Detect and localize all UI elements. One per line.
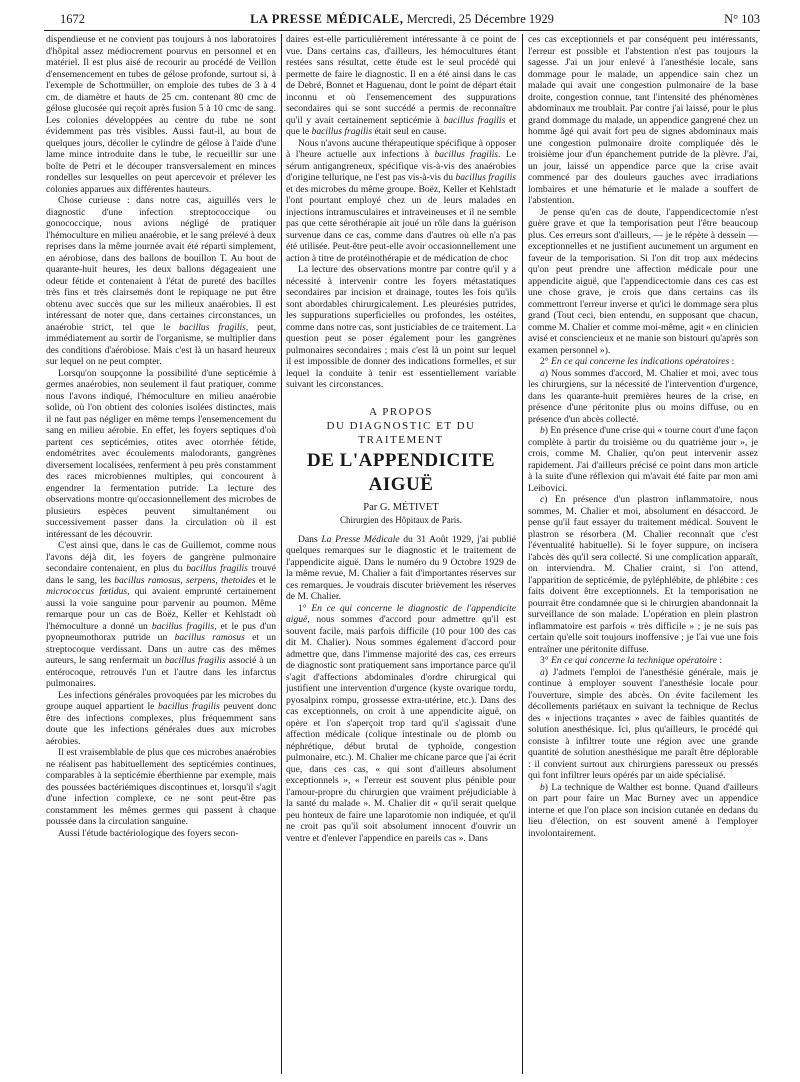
author-affiliation: Chirurgien des Hôpitaux de Paris. [339, 514, 463, 525]
text-run: , et le pus d'un pyopneumothorax putride un [46, 620, 276, 643]
paragraph [286, 34, 516, 138]
issue-date: Mercredi, 25 Décembre 1929 [403, 12, 554, 26]
text-run: ) J'admets l'emploi de l'anesthésie générale, mais je continue à employer souvent l'anesthésie locale pour l'ouverture, simple des abcès. On évite facilement les décollements pariétaux en suivant la technique de Reclus des « injections traçantes » avec de faibles quantités de solution anesthésique. Ici, plus qu'ailleurs, le procédé qui consiste à infiltrer toute une région avec une grande quantité de solution anesthésique me paraît être déplorable : il convient surtout aux chirurgiens paresseux ou pressés qui font infiltrer leurs opérés par un aide spécialisé. [528, 666, 758, 781]
list-letter: a [540, 666, 545, 678]
article-kicker: DU DIAGNOSTIC ET DU TRAITEMENT [326, 419, 476, 446]
text-run: : [716, 655, 723, 666]
text-run: ) En présence d'une crise qui « tourne court d'une façon complète à partir du troisième ou du quatrième jour », je crois, comme M. Chalier, qu'on peut intervenir assez rapidement. J'ai d'ailleurs précisé ce point dans mon article à la suite d'une réflexion qui m'avait été faite par mon ami Leibovici. [528, 425, 758, 494]
list-letter: b [540, 425, 545, 436]
text-run: Nous n'avons aucune thérapeutique spécifique à opposer à l'heure actuelle aux infections à [286, 137, 516, 160]
paragraph [528, 782, 758, 840]
paragraph: Lorsqu'on soupçonne la possibilité d'une septicémie à germes anaérobies, non seulement il faut pratiquer, comme nous l'avons indiqué, l'hémoculture en milieu anaérobie solide, où l'on obtient des colonies isolées distinctes, mais il ne faut pas négliger en même temps l'ensemencement du sang en milieu aérobie. En effet, les foyers septiques d'où partent ces septicémies, otites avec otorrhée fétide, endométrites avec écoulements malodorants, gangrènes diversement localisées, renferment à peu près constamment des races microbiennes multiples, qui concourent à engendrer la fermentation putride. La lecture des observations montre qu'occasionnellement des microbes de plusieurs espèces peuvent simultanément ou successivement passer dans la circulation où il est intéressant de les découvrir. [46, 367, 276, 540]
italic-term: En ce qui concerne la technique opératoire [551, 655, 717, 666]
paragraph [286, 138, 516, 265]
italic-term: bacillus fragilis [455, 172, 516, 183]
italic-term: bacillus fragilis [443, 114, 506, 126]
paragraph [528, 368, 758, 426]
text-run: Chose curieuse : dans notre cas, aiguillés vers le diagnostic d'une infection streptococcique ou gonococcique, nous avions négligé de pratiquer l'hémoculture en milieu anaérobie, et le sang prélevé à deux reprises dans la même journée avait été réparti simplement, en aérobiose, dans des ballons de bouillon T. Au bout de quarante-huit heures, les deux ballons dégageaient une odeur fétide et contenaient à l'état de pureté des bacilles très fins et très clairsemés dont le repiquage ne put être obtenu avec succès que sur les milieux anaérobies. Il est intéressant de noter que, dans certaines circonstances, un anaérobie strict, tel que le [46, 195, 276, 333]
text-run: était seul en cause. [372, 126, 447, 137]
article-kicker: A PROPOS [369, 405, 433, 418]
column-3 [528, 34, 758, 1074]
paragraph [286, 603, 516, 845]
italic-term: bacillus fragilis [311, 126, 373, 137]
paragraph [286, 534, 516, 603]
text-run: Les infections générales provoquées par les microbes du groupe auquel appartient le [46, 689, 276, 712]
column-divider [281, 34, 282, 1074]
text-run: C'est ainsi que, dans le cas de Guillemot, comme nous l'avons déjà dit, les foyers de gangrène pulmonaire secondaire contenaient, en plus du [46, 540, 276, 574]
paragraph: Aussi l'étude bactériologique des foyers secon- [58, 827, 239, 839]
text-run: Dans [298, 533, 322, 545]
page-number: 1672 [60, 12, 85, 26]
list-letter: c [540, 494, 545, 505]
paragraph: La lecture des observations montre par contre qu'il y a nécessité à intervenir contre les foyers métastatiques secondaires par incision et drainage, toutes les fois qu'ils sont abordables chirurgicalement. Les pleurésies putrides, les suppurations superficielles ou profondes, les ostéites, comme dans notre cas, sont justiciables de ce traitement. La question peut se poser également pour les gangrènes pulmonaires secondaires ; mais c'est là un point sur lequel il est impossible de donner des indications formelles, et sur lequel la conduite à tenir est essentiellement variable suivant les circonstances. [286, 264, 516, 390]
article-author: Par G. MÉTIVET [363, 501, 439, 513]
italic-term: bacillus fragilis [158, 701, 220, 712]
italic-term: La Presse Médicale [321, 533, 400, 545]
paragraph [46, 540, 276, 690]
italic-term: bacillus fragilis [434, 149, 499, 160]
text-run: ) La technique de Walther est bonne. Quand d'ailleurs on part pour faire un Mac Burney avec un appendice interne et que l'on place son incision cutanée en dedans du lieu d'élection, on est souvent amené à l'employer involontairement. [528, 781, 758, 839]
page-header [44, 10, 760, 31]
text-run: et des microbes du même groupe. Boëz, Keller et Kehlstadt l'ont pourtant employé chez un de leurs malades en injections intramusculaires et intraveineuses et il ne semble pas que cette sérothérapie ait joué un rôle dans la guérison survenue dans ce cas, comme dans d'autres où elle n'a pas été utilisée. Peut-être peut-elle avoir occasionnellement une action à titre de protéinothérapie et de médication de choc [286, 183, 516, 264]
italic-term: En ce qui concerne le diagnostic de l'appendicite aiguë [286, 602, 516, 625]
text-run: et que le [286, 114, 516, 137]
text-run: et le [255, 574, 276, 586]
italic-term: bacillus ramosus [174, 632, 245, 643]
paragraph [46, 690, 276, 748]
italic-term: micrococcus fœtidus [46, 586, 128, 597]
italic-term: bacillus fragilis [151, 620, 215, 632]
text-run: , peut, immédiatement au sortir de l'organisme, se multiplier dans des conditions d'aérobiose. Mais c'est là un hasard heureux sur lequel on ne peut compter. [46, 321, 276, 367]
text-run: peuvent donc être des infections complexes, plus fréquemment sans doute que les infections générales dues aux microbes aérobies. [46, 701, 276, 747]
paragraph [528, 356, 758, 368]
paragraph: ces cas exceptionnels et par conséquent peu intéressants, l'erreur est possible et l'abstention n'est pas toujours la sagesse. J'ai un jour enlevé à l'anesthésie locale, sans dommage pour le malade, un appendice sain chez un malade qui avait une congestion pulmonaire de la base droite, congestion connue, tant l'intensité des phénomènes abdominaux me troublait. Par contre j'ai laissé, pour le plus grand dommage du malade, un appendice gangrené chez un homme âgé qui avait fort peu de signes abdominaux mais une congestion pulmonaire droite compliquée dès le troisième jour d'un épanchement putride de la plèvre. J'ai, un jour, laissé un appendice parce que la crise avait commencé par des douleurs gauches avec irradiations lombaires et une hématurie et le malade a souffert de l'abstention. [528, 34, 758, 206]
text-run: et un streptocoque verdissant. Dans un autre cas des mêmes auteurs, le sang renfermait un [46, 632, 276, 666]
column-1 [46, 34, 276, 1074]
text-run: , nous sommes d'accord pour admettre qu'il est souvent facile, mais parfois difficile (10 pour 100 des cas dit M. Chalier). Nous sommes également d'accord pour admettre que, dans l'immense majorité des cas, ces erreurs de diagnostic sont pratiquement sans importance parce qu'il s'agit d'affections abdominales d'ordre chirurgical qui justifient une intervention d'urgence (kyste ovarique tordu, pyosalpinx rompu, grossesse extra-utérine, etc.). Dans des cas exceptionnels, on croit à une appendicite aiguë, on opère et l'on s'aperçoit trop tard qu'il s'agissait d'une affection médicale (colique intestinale ou de plomb ou néphrétique, début brutal de typhoïde, congestion pulmonaire, etc.). M. Chalier me chicane parce que j'ai écrit que, dans ces cas, « qui sont d'ailleurs absolument exceptionnels », « l'erreur est souvent plus pénible pour l'amour-propre du chirurgien que vraiment préjudiciable à la santé du malade ». M. Chalier dit « qu'il serait quelque peu honteux de faire une laparotomie non indiquée, et qu'il ne croit pas qu'il soit absolument innocent d'ouvrir un ventre et d'enlever l'appendice en pareils cas ». Dans [286, 614, 516, 844]
text-run: , qui avaient emprunté certainement aussi la voie sanguine pour parvenir au poumon. Même remarque pour un cas de Boëz, Keller et Kehlstadt où l'hémoculture a donné un [46, 586, 276, 632]
paragraph [528, 425, 758, 494]
text-run: associé à un entérocoque, retrouvés l'un et l'autre dans les infarctus pulmonaires. [46, 655, 276, 689]
text-run: du 31 Août 1929, j'ai publié quelques remarques sur le diagnostic et le traitement de l'appendicite aiguë. Dans le numéro du 9 Octobre 1929 de la même revue, M. Chalier a fait d'importantes réserves sur ces remarques. Je voudrais discuter brièvement les réserves de M. Chalier. [286, 533, 516, 602]
paragraph: Je pense qu'en cas de doute, l'appendicectomie n'est guère grave et que la temporisation peut l'être beaucoup plus. Ces erreurs sont d'ailleurs, — je le répète à dessein — exceptionnelles et ne justifient aucunement un argument en faveur de la temporisation. Si l'on dit trop aux médecins qu'on peut prendre une affection médicale pour une appendicite aiguë, que l'appendicectomie dans ces cas est une chose grave, je crois que dans certains cas ils commettront l'erreur inverse et qu'ici le dommage sera plus grand (Tout ceci, bien entendu, en supposant que chacun, comme M. Chalier et comme moi-même, agit « en clinicien avisé et consciencieux et ne manie son bistouri qu'après son examen personnel »). [528, 206, 758, 356]
text-run: 2° [540, 356, 552, 367]
italic-term: bacillus fragilis [179, 321, 246, 333]
paragraph: dispendieuse et ne convient pas toujours à nos laboratoires d'hôpital assez médiocrement pourvus en personnel et en matériel. Il est plus aisé de recourir au procédé de Veillon d'ensemencement en tubes de gélose profonde, surtout si, à l'exemple de Schottmüller, on emploie des tubes de 3 à 4 cm. de diamètre et hauts de 25 cm. contenant 80 cmc de gélose glucosée qui reçoit après fusion 5 à 10 cmc de sang. Les colonies développées au centre du tube ne sont évidemment pas très visibles. Aussi faut-il, au bout de quelques jours, décoller le cylindre de gélose à l'aide d'une lame mince introduite dans le tube, le recueillir sur une boîte de Petri et le découper transversalement en minces rondelles sur lesquelles on peut apercevoir et prélever les colonies apparues aux différentes hauteurs. [46, 34, 276, 195]
masthead-line [44, 10, 760, 28]
text-run: trouvé dans le sang, les [46, 563, 276, 586]
italic-term: bacillus fragilis [164, 655, 226, 666]
text-run: : [729, 356, 735, 367]
article-title: DE L'APPENDICITE AIGUË [307, 449, 495, 495]
paragraph [46, 195, 276, 368]
article-heading [286, 405, 516, 526]
column-divider [522, 34, 523, 1074]
text-run: . Le sérum antigangreneux, spécifique vis-à-vis des anaérobies d'origine tellurique, ne l'est pas vis-à-vis du [286, 149, 516, 183]
column-2 [286, 34, 516, 1074]
list-letter: b [540, 781, 545, 793]
paragraph [528, 655, 758, 667]
italic-term: bacillus fragilis [186, 563, 248, 574]
text-run: ) Nous sommes d'accord, M. Chalier et moi, avec tous les chirurgiens, sur la nécessité de l'intervention d'urgence, dans les quarante-huit premières heures de la crise, en présence d'une péritonite plus ou moins diffuse, ou en présence d'un abcès collecté. [528, 367, 758, 425]
text-run: ) En présence d'un plastron inflammatoire, nous sommes, M. Chalier et moi, absolument en désaccord. Je pense qu'il faut essayer du traitement médical. Souvent le plastron se résorbera (M. Chalier reconnaît que c'est l'éventualité habituelle). Si le foyer suppure, on incisera l'abcès dès qu'il sera collecté. Si une complication apparaît, on interviendra. M. Chalier craint, si l'on attend, l'apparition de septicémie, de pyléphlébite, de phlébite : ces faits doivent être exceptionnels. Et la temporisation ne pourrait être condamnée que si le chirurgien abandonnait la surveillance de son malade. L'opération en plein plastron inflammatoire est parfois « très difficile » ; je ne suis pas certain qu'elle soit toujours inoffensive ; je l'ai vue une fois entraîner une péritonite diffuse. [528, 494, 758, 655]
paragraph [528, 494, 758, 655]
text-run: 1° [298, 602, 312, 614]
paragraph: Il est vraisemblable de plus que ces microbes anaérobies ne réalisent pas habituellement des septicémies continues, comparables à la septicémie éberthienne par exemple, mais des poussées bactériémiques discontinues et, lorsqu'il s'agit d'une infection complexe, ce ne sont peut-être pas constamment les mêmes germes qui passent à chaque poussée dans la circulation sanguine. [46, 747, 276, 827]
italic-term: En ce qui concerne les indications opératoires [551, 356, 730, 367]
italic-term: bacillus ramosus, serpens, thetoides [114, 574, 256, 586]
text-run: daires est-elle particulièrement intéressante à ce point de vue. Dans certains cas, d'ailleurs, les hémocultures étant restées sans résultat, cette étude est le seul procédé qui permette de faire le diagnostic. Il en a été ainsi dans le cas de Debré, Bonnet et Haguenau, dont le point de départ était inconnu et où l'ensemencement des suppurations secondaires qui se sont succédé a permis de reconnaître qu'il y avait certainement septicémie à [286, 34, 516, 126]
journal-name: LA PRESSE MÉDICALE, [250, 12, 404, 26]
list-letter: a [540, 367, 545, 379]
paragraph [528, 667, 758, 782]
issue-number: N° 103 [724, 12, 760, 26]
text-run: 3° [540, 655, 552, 666]
